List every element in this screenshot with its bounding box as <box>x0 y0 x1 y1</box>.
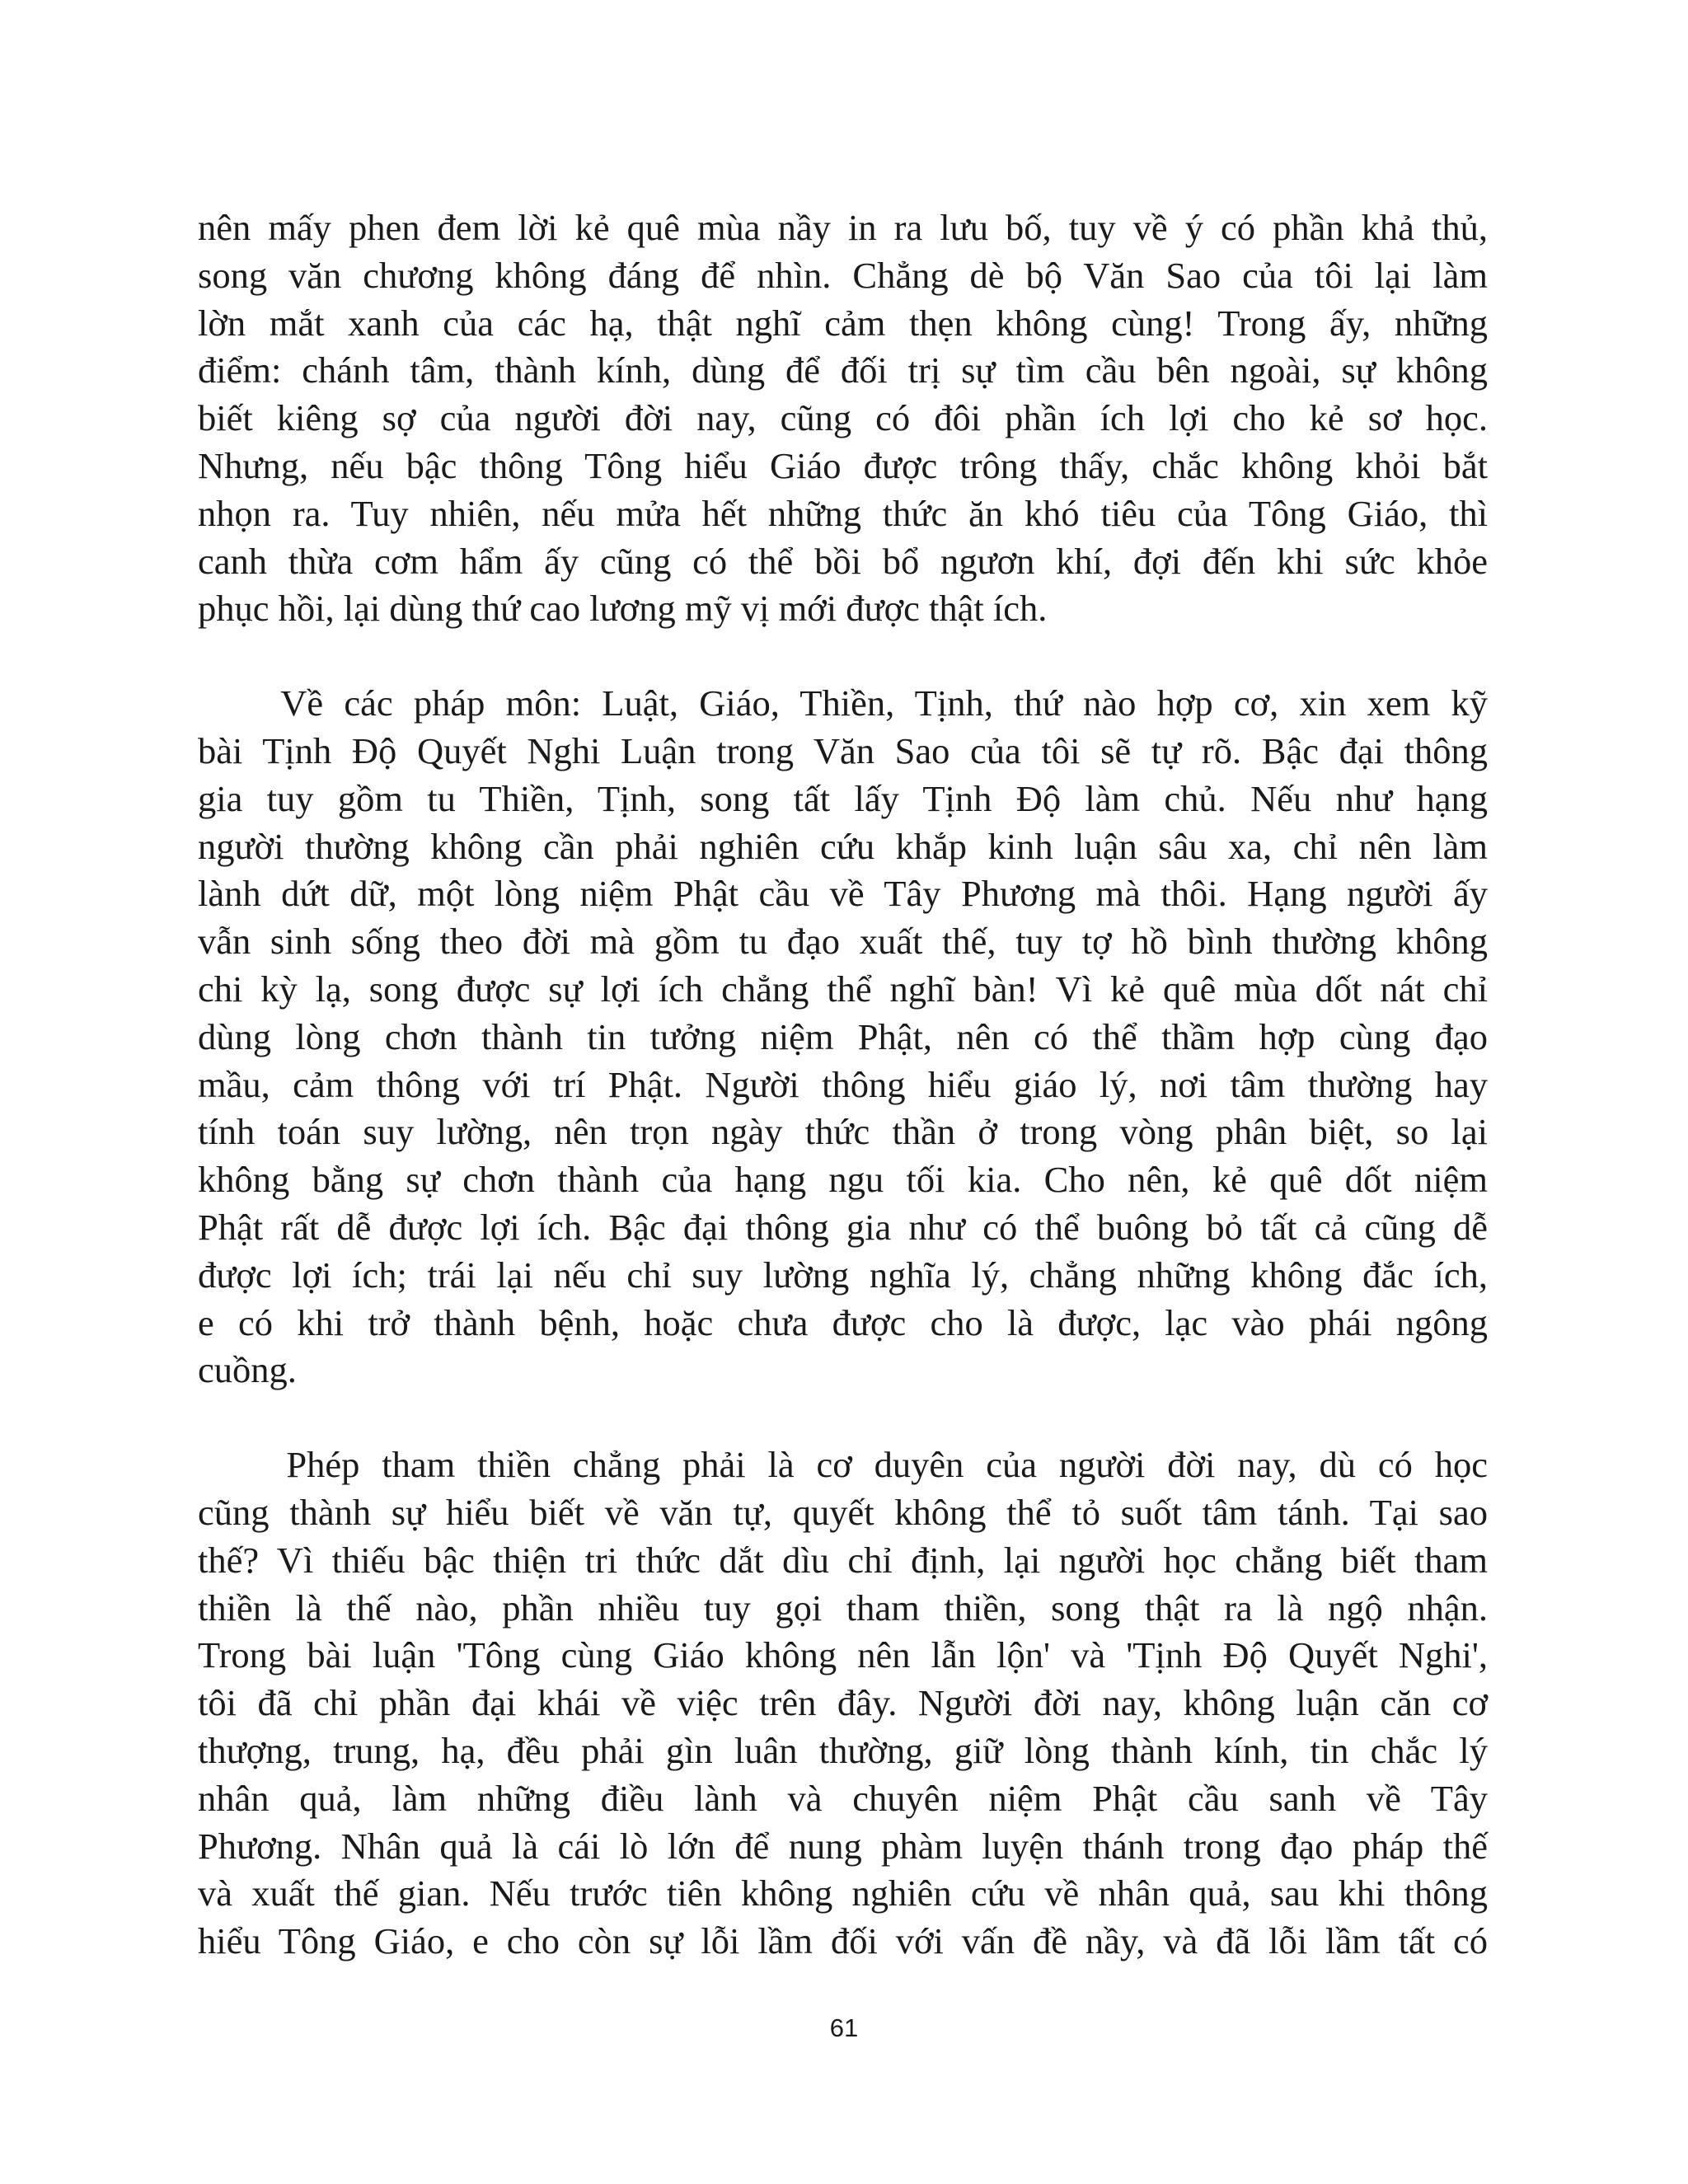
text-line: chi kỳ lạ, song được sự lợi ích chẳng thể nghĩ bàn! Vì kẻ quê mùa dốt nát chỉ <box>198 968 1488 1010</box>
text-line: điểm: chánh tâm, thành kính, dùng để đối trị sự tìm cầu bên ngoài, sự không <box>198 349 1488 391</box>
text-line: song văn chương không đáng để nhìn. Chẳng dè bộ Văn Sao của tôi lại làm <box>198 254 1488 296</box>
page-number: 61 <box>829 2013 859 2042</box>
text-line: biết kiêng sợ của người đời nay, cũng có đôi phần ích lợi cho kẻ sơ học. <box>198 397 1488 439</box>
text-line: vẫn sinh sống theo đời mà gồm tu đạo xuất thế, tuy tợ hồ bình thường không <box>198 921 1488 963</box>
text-line: người thường không cần phải nghiên cứu khắp kinh luận sâu xa, chỉ nên làm <box>198 825 1488 867</box>
text-line: tôi đã chỉ phần đại khái về việc trên đây. Người đời nay, không luận căn cơ <box>198 1682 1488 1724</box>
text-line: Trong bài luận 'Tông cùng Giáo không nên lẫn lộn' và 'Tịnh Độ Quyết Nghi', <box>198 1634 1488 1676</box>
text-line: Nhưng, nếu bậc thông Tông hiểu Giáo được trông thấy, chắc không khỏi bắt <box>198 444 1488 486</box>
text-line: tính toán suy lường, nên trọn ngày thức thần ở trong vòng phân biệt, so lại <box>198 1111 1488 1153</box>
text-line: thượng, trung, hạ, đều phải gìn luân thường, giữ lòng thành kính, tin chắc lý <box>198 1729 1488 1771</box>
text-line: e có khi trở thành bệnh, hoặc chưa được cho là được, lạc vào phái ngông <box>198 1301 1488 1343</box>
text-line: canh thừa cơm hẩm ấy cũng có thể bồi bổ ngươn khí, đợi đến khi sức khỏe <box>198 540 1488 582</box>
text-line: thiền là thế nào, phần nhiều tuy gọi tham thiền, song thật ra là ngộ nhận. <box>198 1586 1488 1629</box>
text-line: được lợi ích; trái lại nếu chỉ suy lường nghĩa lý, chẳng những không đắc ích, <box>198 1254 1488 1296</box>
text-line: không bằng sự chơn thành của hạng ngu tối kia. Cho nên, kẻ quê dốt niệm <box>198 1159 1488 1201</box>
text-line: cũng thành sự hiểu biết về văn tự, quyết không thể tỏ suốt tâm tánh. Tại sao <box>198 1491 1488 1533</box>
text-line: nhân quả, làm những điều lành và chuyên niệm Phật cầu sanh về Tây <box>198 1777 1488 1819</box>
text-line: lờn mắt xanh của các hạ, thật nghĩ cảm thẹn không cùng! Trong ấy, những <box>198 302 1488 344</box>
text-line: thế? Vì thiếu bậc thiện tri thức dắt dìu chỉ định, lại người học chẳng biết tham <box>198 1539 1488 1581</box>
text-line: phục hồi, lại dùng thứ cao lương mỹ vị mới được thật ích. <box>198 588 1048 630</box>
text-line: Về các pháp môn: Luật, Giáo, Thiền, Tịnh, thứ nào hợp cơ, xin xem kỹ <box>198 682 1488 724</box>
text-line: gia tuy gồm tu Thiền, Tịnh, song tất lấy Tịnh Độ làm chủ. Nếu như hạng <box>198 777 1488 819</box>
text-line: bài Tịnh Độ Quyết Nghi Luận trong Văn Sao của tôi sẽ tự rõ. Bậc đại thông <box>198 729 1488 771</box>
text-line: Phương. Nhân quả là cái lò lớn để nung phàm luyện thánh trong đạo pháp thế <box>198 1825 1488 1867</box>
paragraph-1 <box>198 204 1488 633</box>
document-body <box>198 204 1488 1966</box>
text-line: cuồng. <box>198 1349 297 1391</box>
text-line: Phật rất dễ được lợi ích. Bậc đại thông gia như có thể buông bỏ tất cả cũng dễ <box>198 1206 1488 1248</box>
text-line: và xuất thế gian. Nếu trước tiên không nghiên cứu về nhân quả, sau khi thông <box>198 1872 1488 1915</box>
text-line: mầu, cảm thông với trí Phật. Người thông hiểu giáo lý, nơi tâm thường hay <box>198 1063 1488 1105</box>
text-line: nên mấy phen đem lời kẻ quê mùa nầy in ra lưu bố, tuy về ý có phần khả thủ, <box>198 207 1488 248</box>
text-line: hiểu Tông Giáo, e cho còn sự lỗi lầm đối với vấn đề nầy, và đã lỗi lầm tất có <box>198 1920 1488 1962</box>
paragraph-3 <box>198 1441 1488 1966</box>
text-line: Phép tham thiền chẳng phải là cơ duyên của người đời nay, dù có học <box>198 1444 1488 1486</box>
text-line: dùng lòng chơn thành tin tưởng niệm Phật, nên có thể thầm hợp cùng đạo <box>198 1015 1488 1057</box>
text-line: nhọn ra. Tuy nhiên, nếu mửa hết những thức ăn khó tiêu của Tông Giáo, thì <box>198 492 1488 534</box>
paragraph-2 <box>198 680 1488 1394</box>
text-line: lành dứt dữ, một lòng niệm Phật cầu về Tây Phương mà thôi. Hạng người ấy <box>198 873 1488 915</box>
